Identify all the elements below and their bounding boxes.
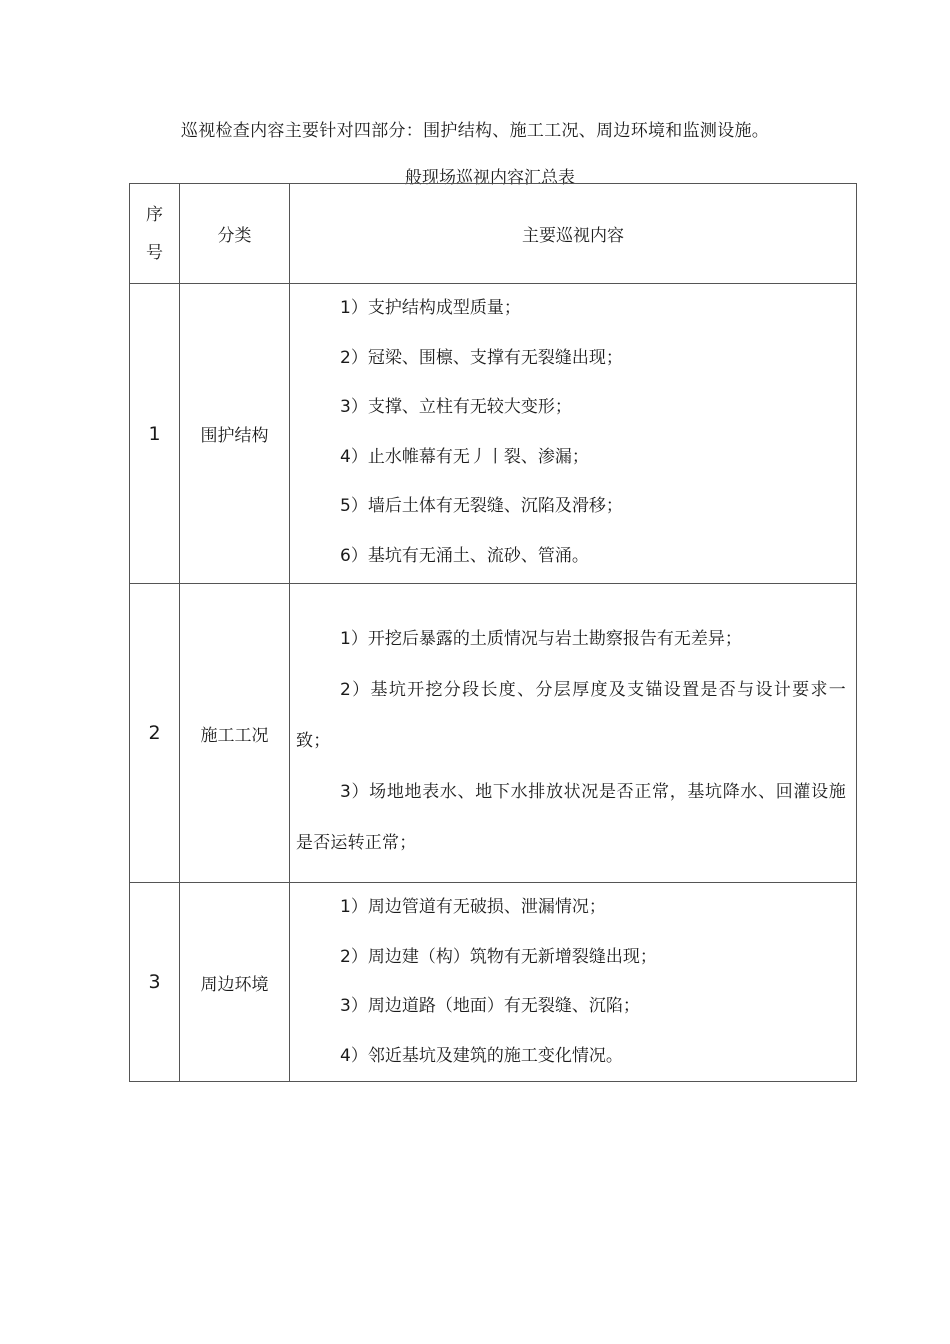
row-content bbox=[290, 584, 857, 883]
content-item: 3）场地地表水、地下水排放状况是否正常，基坑降水、回灌设施是否运转正常； bbox=[296, 781, 846, 853]
content-item: 4）邻近基坑及建筑的施工变化情况。 bbox=[340, 1045, 623, 1066]
content-item: 2）基坑开挖分段长度、分层厚度及支锚设置是否与设计要求一致； bbox=[296, 679, 846, 751]
content-item: 3）支撑、立柱有无较大变形； bbox=[340, 397, 572, 417]
row-number: 2 bbox=[130, 584, 180, 883]
header-category: 分类 bbox=[180, 184, 290, 284]
table-row bbox=[130, 883, 857, 1082]
content-item: 1）周边管道有无破损、泄漏情况； bbox=[340, 897, 606, 917]
table-row bbox=[130, 584, 857, 883]
row-category: 周边环境 bbox=[180, 883, 290, 1082]
header-number-line2: 号 bbox=[146, 242, 163, 263]
row-category: 围护结构 bbox=[180, 284, 290, 584]
row-number: 3 bbox=[130, 883, 180, 1082]
content-item: 2）周边建（构）筑物有无新增裂缝出现； bbox=[340, 946, 657, 967]
table-row bbox=[130, 284, 857, 584]
row-content bbox=[290, 284, 857, 584]
header-number-line1: 序 bbox=[146, 204, 163, 225]
content-item: 2）冠梁、围檩、支撑有无裂缝出现； bbox=[340, 347, 623, 368]
table-title: 般现场巡视内容汇总表 bbox=[405, 168, 575, 188]
content-item: 4）止水帷幕有无丿丨裂、渗漏； bbox=[340, 446, 589, 467]
content-item: 6）基坑有无涌土、流砂、管涌。 bbox=[340, 545, 589, 566]
table-header-row bbox=[130, 184, 857, 284]
header-content: 主要巡视内容 bbox=[290, 184, 857, 284]
content-item: 1）开挖后暴露的土质情况与岩土勘察报告有无差异； bbox=[340, 629, 742, 649]
intro-paragraph: 巡视检查内容主要针对四部分：围护结构、施工工况、周边环境和监测设施。 bbox=[180, 121, 770, 141]
content-item: 5）墙后土体有无裂缝、沉陷及滑移； bbox=[340, 496, 623, 516]
content-item: 3）周边道路（地面）有无裂缝、沉陷； bbox=[340, 996, 640, 1016]
header-number bbox=[130, 184, 180, 284]
content-item: 1）支护结构成型质量； bbox=[340, 298, 521, 318]
row-number: 1 bbox=[130, 284, 180, 584]
row-category: 施工工况 bbox=[180, 584, 290, 883]
patrol-summary-table bbox=[129, 183, 857, 1082]
row-content bbox=[290, 883, 857, 1082]
